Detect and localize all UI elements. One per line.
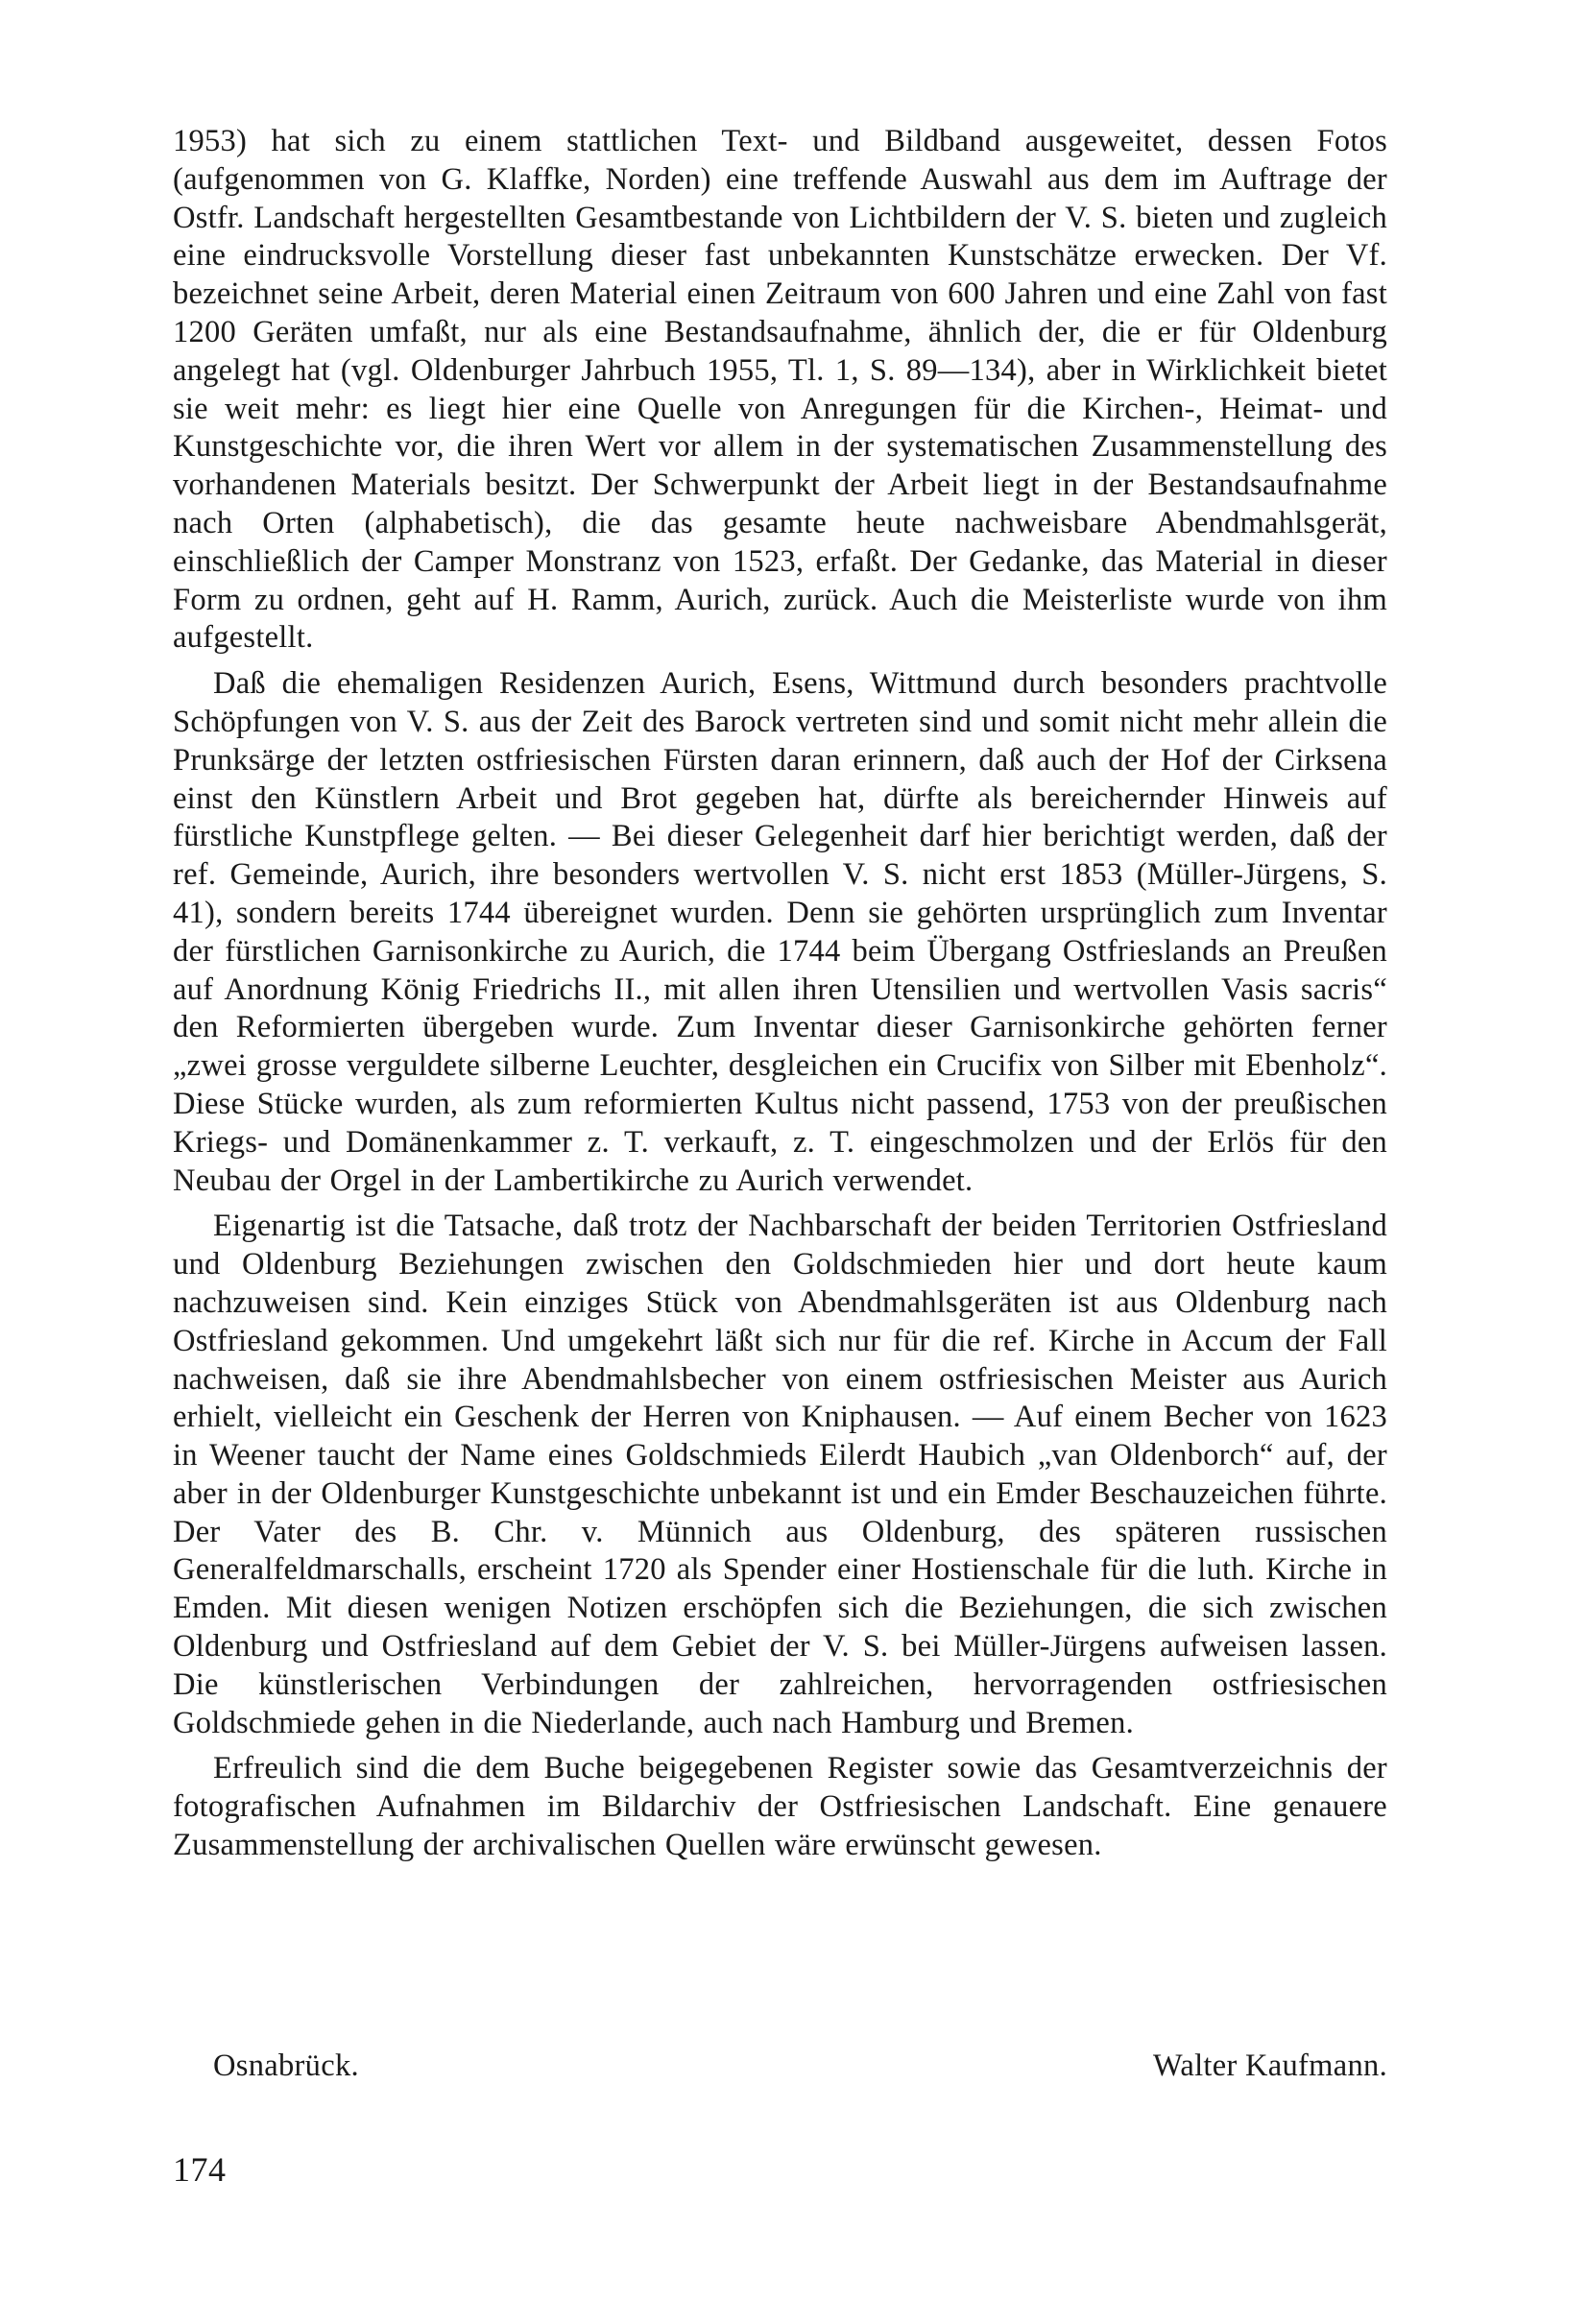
review-body [173,123,1387,1865]
paragraph-continuation: 1953) hat sich zu einem stattlichen Text- und Bildband ausgeweitet, dessen Fotos (aufgenommen von G. Klaffke, Norden) eine treffende Auswahl aus dem im Auftrage der Ostfr. Landschaft hergestellten Gesamtbestande von Lichtbildern der V. S. bieten und zugleich eine eindrucksvolle Vorstellung dieser fast unbekannten Kunstschätze erwecken. Der Vf. bezeichnet seine Arbeit, deren Material einen Zeitraum von 600 Jahren und eine Zahl von fast 1200 Geräten umfaßt, nur als eine Bestandsaufnahme, ähnlich der, die er für Oldenburg angelegt hat (vgl. Oldenburger Jahrbuch 1955, Tl. 1, S. 89—134), aber in Wirklichkeit bietet sie weit mehr: es liegt hier eine Quelle von Anregungen für die Kirchen-, Heimat- und Kunstgeschichte vor, die ihren Wert vor allem in der systematischen Zusammenstellung des vorhandenen Materials besitzt. Der Schwerpunkt der Arbeit liegt in der Bestandsaufnahme nach Orten (alphabetisch), die das gesamte heute nachweisbare Abendmahlsgerät, einschließlich der Camper Monstranz von 1523, erfaßt. Der Gedanke, das Material in dieser Form zu ordnen, geht auf H. Ramm, Aurich, zurück. Auch die Meisterliste wurde von ihm aufgestellt. [173,124,1387,656]
signature-place: Osnabrück. [213,2048,359,2083]
paragraph-residences: Daß die ehemaligen Residenzen Aurich, Esens, Wittmund durch besonders prachtvolle Schöpfungen von V. S. aus der Zeit des Barock vertreten sind und somit nicht mehr allein die Prunksärge der letzten ostfriesischen Fürsten daran erinnern, daß auch der Hof der Cirksena einst den Künstlern Arbeit und Brot gegeben hat, dürfte als bereichernder Hinweis auf fürstliche Kunstpflege gelten. — Bei dieser Gelegenheit darf hier berichtigt werden, daß der ref. Gemeinde, Aurich, ihre besonders wertvollen V. S. nicht erst 1853 (Müller-Jürgens, S. 41), sondern bereits 1744 übereignet wurden. Denn sie gehörten ursprünglich zum Inventar der fürstlichen Garnisonkirche zu Aurich, die 1744 beim Übergang Ostfrieslands an Preußen auf Anordnung König Friedrichs II., mit allen ihren Utensilien und wertvollen Vasis sacris“ den Reformierten übergeben wurde. Zum Inventar dieser Garnisonkirche gehörten ferner „zwei grosse verguldete silberne Leuchter, desgleichen ein Crucifix von Silber mit Ebenholz“. Diese Stücke wurden, als zum reformierten Kultus nicht passend, 1753 von der preußischen Kriegs- und Domänenkammer z. T. verkauft, z. T. eingeschmolzen und der Erlös für den Neubau der Orgel in der Lambertikirche zu Aurich verwendet. [173,666,1387,1198]
page-number: 174 [173,2150,227,2189]
signature-author: Walter Kaufmann. [1152,2048,1387,2083]
signature-line [213,2047,1387,2085]
paragraph-relations: Eigenartig ist die Tatsache, daß trotz der Nachbarschaft der beiden Territorien Ostfriesland und Oldenburg Beziehungen zwischen den Goldschmieden hier und dort heute kaum nachzuweisen sind. Kein einziges Stück von Abendmahlsgeräten ist aus Oldenburg nach Ostfriesland gekommen. Und umgekehrt läßt sich nur für die ref. Kirche in Accum der Fall nachweisen, daß sie ihre Abendmahlsbecher von einem ostfriesischen Meister aus Aurich erhielt, vielleicht ein Geschenk der Herren von Kniphausen. — Auf einem Becher von 1623 in Weener taucht der Name eines Goldschmieds Eilerdt Haubich „van Oldenborch“ auf, der aber in der Oldenburger Kunstgeschichte unbekannt ist und ein Emder Beschauzeichen führte. Der Vater des B. Chr. v. Münnich aus Oldenburg, des späteren russischen Generalfeldmarschalls, erscheint 1720 als Spender einer Hostienschale für die luth. Kirche in Emden. Mit diesen wenigen Notizen erschöpfen sich die Beziehungen, die sich zwischen Oldenburg und Ostfriesland auf dem Gebiet der V. S. bei Müller-Jürgens aufweisen lassen. Die künstlerischen Verbindungen der zahlreichen, hervorragenden ostfriesischen Goldschmiede gehen in die Niederlande, auch nach Hamburg und Bremen. [173,1209,1387,1740]
paragraph-registers: Erfreulich sind die dem Buche beigegebenen Register sowie das Gesamtverzeichnis der fotografischen Aufnahmen im Bildarchiv der Ostfriesischen Landschaft. Eine genauere Zusammenstellung der archivalischen Quellen wäre erwünscht gewesen. [173,1751,1387,1863]
